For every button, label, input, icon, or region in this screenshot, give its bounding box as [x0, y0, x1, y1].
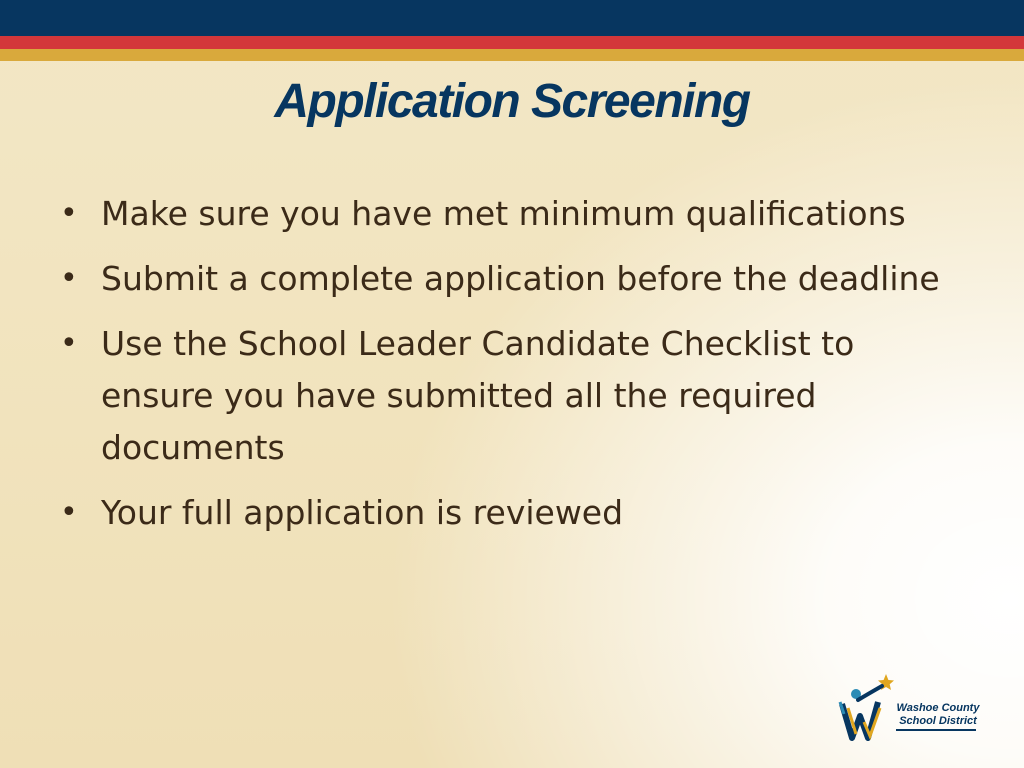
- header-band-red: [0, 36, 1024, 49]
- bullet-dot-icon: •: [60, 326, 78, 361]
- bullet-text: Submit a complete application before the deadline: [101, 259, 940, 298]
- bullet-dot-icon: •: [60, 196, 78, 231]
- logo-text: [896, 702, 980, 728]
- bullet-list: [56, 188, 956, 552]
- bullet-dot-icon: •: [60, 261, 78, 296]
- bullet-text: Your full application is reviewed: [101, 493, 624, 532]
- bullet-item: [56, 318, 956, 474]
- header-band-gold: [0, 49, 1024, 61]
- bullet-text: Use the School Leader Candidate Checklist to ensure you have submitted all the required documents: [101, 324, 855, 467]
- bullet-item: [56, 253, 956, 305]
- slide-title: Application Screening: [274, 75, 750, 128]
- district-logo: [838, 672, 978, 748]
- header-band-navy: [0, 0, 1024, 36]
- bullet-item: [56, 188, 956, 240]
- bullet-dot-icon: •: [60, 495, 78, 530]
- logo-line-1: Washoe County: [896, 702, 980, 714]
- bullet-item: [56, 487, 956, 539]
- logo-line-2: School District: [899, 715, 977, 727]
- logo-underline: [896, 729, 976, 731]
- bullet-text: Make sure you have met minimum qualifications: [101, 194, 906, 233]
- wcsd-logo-figure-icon: [838, 672, 898, 748]
